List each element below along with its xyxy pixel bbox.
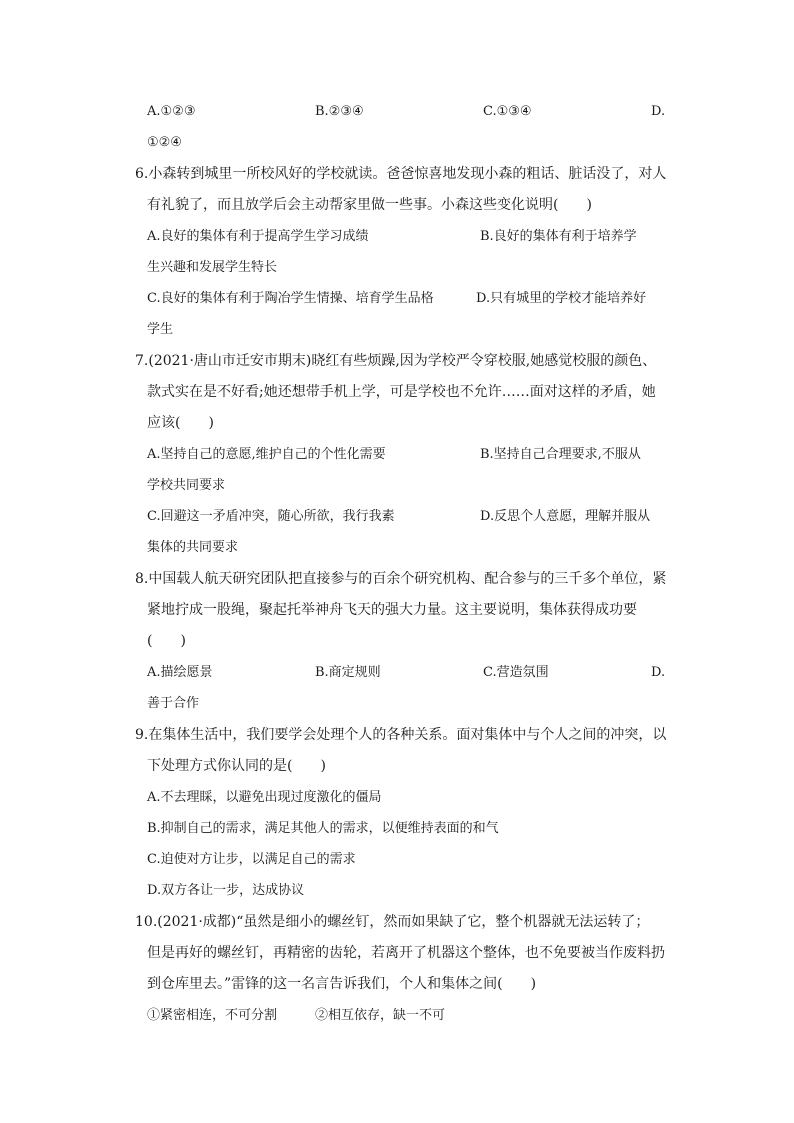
q8-option-d-text: 善于合作 — [147, 696, 200, 711]
q10-stem-line-1: 10.(2021·成都)“虽然是细小的螺丝钉，然而如果缺了它，整个机器就无法运转了； — [135, 914, 650, 930]
q6-stem-line-1: 6.小森转到城里一所校风好的学校就读。爸爸惊喜地发现小森的粗话、脏话没了，对人 — [135, 166, 667, 182]
q6-option-d-cont: 学生 — [147, 322, 174, 337]
q9-option-d: D.双方各让一步，达成协议 — [147, 883, 305, 898]
q7-option-d: D.反思个人意愿，理解并服从 — [480, 509, 651, 524]
q6-stem-line-2: 有礼貌了，而且放学后会主动帮家里做一些事。小森这些变化说明( ) — [147, 197, 592, 213]
q6-option-c: C.良好的集体有利于陶冶学生情操、培育学生品格 — [147, 291, 434, 306]
q10-stem-line-3: 到仓库里去。”雷锋的这一名言告诉我们，个人和集体之间( ) — [147, 976, 537, 992]
q9-stem-line-1: 9.在集体生活中，我们要学会处理个人的各种关系。面对集体中与个人之间的冲突，以 — [135, 727, 667, 743]
q7-option-b-cont: 学校共同要求 — [147, 478, 226, 493]
q7-option-b: B.坚持自己合理要求,不服从 — [480, 447, 641, 462]
q7-stem-line-2: 款式实在是不好看;她还想带手机上学，可是学校也不允许……面对这样的矛盾，她 — [147, 384, 656, 400]
q8-option-d-label: D. — [651, 665, 666, 680]
q6-option-b-cont: 生兴趣和发展学生特长 — [147, 260, 278, 275]
q7-stem-line-3: 应该( ) — [147, 415, 214, 431]
q6-option-a: A.良好的集体有利于提高学生学习成绩 — [147, 229, 369, 244]
q7-option-c: C.回避这一矛盾冲突，随心所欲，我行我素 — [147, 509, 395, 524]
q9-option-a: A.不去理睬，以避免出现过度激化的僵局 — [147, 790, 382, 805]
q9-stem-line-2: 下处理方式你认同的是( ) — [147, 758, 326, 774]
q8-stem-line-2: 紧地拧成一股绳，聚起托举神舟飞天的强大力量。这主要说明，集体获得成功要 — [147, 602, 637, 618]
q7-option-d-cont: 集体的共同要求 — [147, 540, 239, 555]
q5-option-d-text: ①②④ — [147, 135, 182, 150]
q10-stem-line-2: 但是再好的螺丝钉，再精密的齿轮，若离开了机器这个整体，也不免要被当作废料扔 — [147, 945, 665, 961]
q6-option-b: B.良好的集体有利于培养学 — [480, 229, 637, 244]
q5-option-a: A.①②③ — [147, 104, 196, 119]
q5-option-d-label: D. — [651, 104, 666, 119]
q10-item-2: ②相互依存，缺一不可 — [315, 1008, 446, 1023]
q8-stem-line-3: ( ) — [147, 633, 186, 649]
q7-option-a: A.坚持自己的意愿,维护自己的个性化需要 — [147, 447, 386, 462]
q9-option-b: B.抑制自己的需求，满足其他人的需求，以便维持表面的和气 — [147, 821, 499, 836]
q8-stem-line-1: 8.中国载人航天研究团队把直接参与的百余个研究机构、配合参与的三千多个单位，紧 — [135, 571, 667, 587]
q6-option-d: D.只有城里的学校才能培养好 — [476, 291, 647, 306]
q7-stem-line-1: 7.(2021·唐山市迁安市期末)晓红有些烦躁,因为学校严令穿校服,她感觉校服的颜色、 — [135, 353, 657, 369]
q5-option-c: C.①③④ — [483, 104, 532, 119]
q10-item-1: ①紧密相连，不可分割 — [147, 1008, 278, 1023]
q8-option-a: A.描绘愿景 — [147, 665, 213, 680]
q8-option-c: C.营造氛围 — [483, 665, 549, 680]
q9-option-c: C.迫使对方让步，以满足自己的需求 — [147, 852, 356, 867]
q5-option-b: B.②③④ — [315, 104, 364, 119]
q8-option-b: B.商定规则 — [315, 665, 381, 680]
